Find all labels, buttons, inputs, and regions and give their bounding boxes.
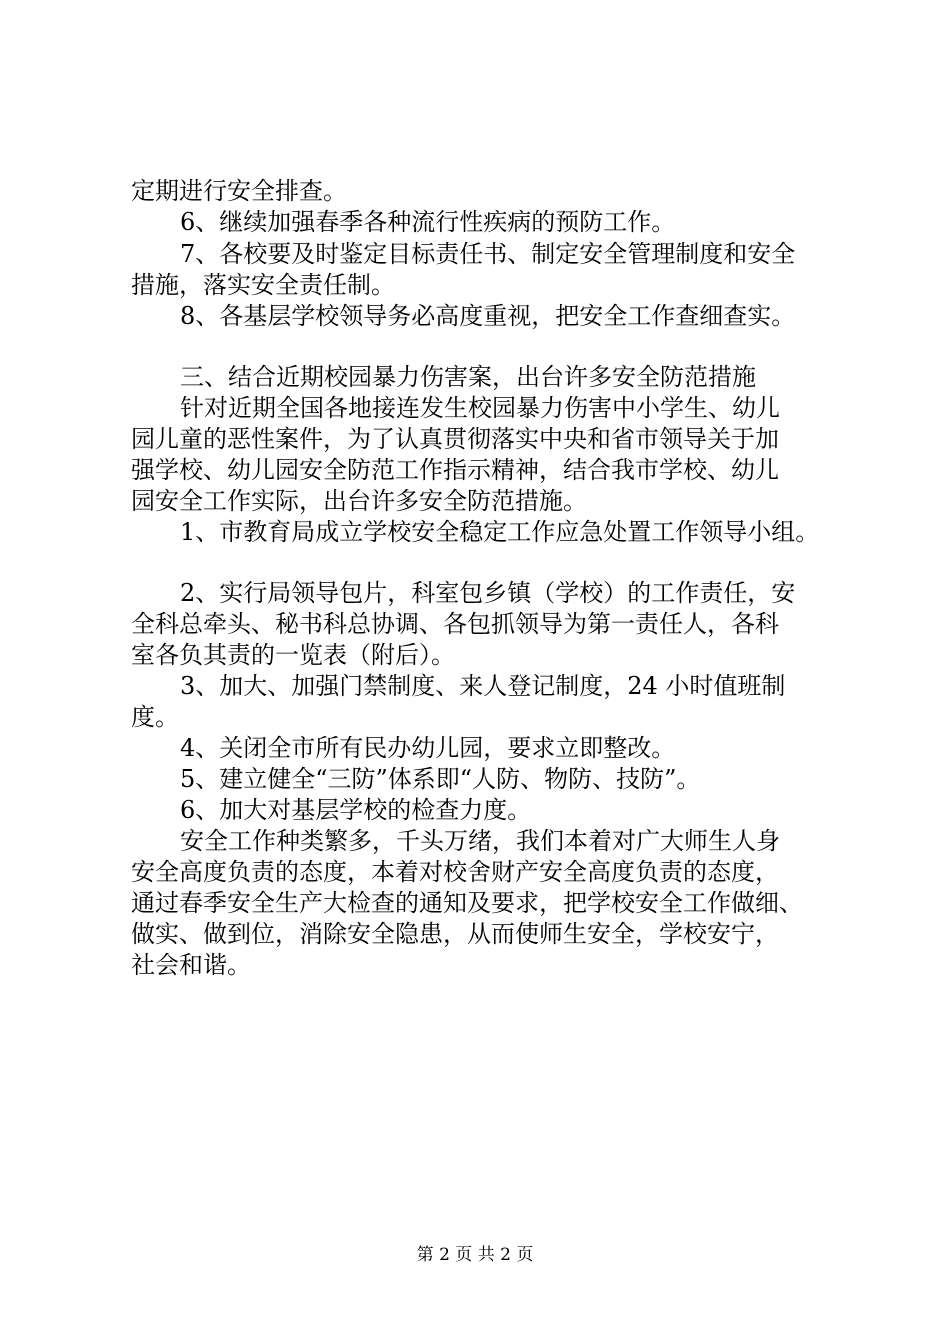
text-line-18: 5、建立健全“三防”体系即“人防、物防、技防”。 bbox=[180, 765, 701, 793]
text-line-1: 定期进行安全排查。 bbox=[131, 177, 347, 205]
section-heading: 三、结合近期校园暴力伤害案，出台许多安全防范措施 bbox=[180, 363, 756, 391]
text-line-19: 6、加大对基层学校的检查力度。 bbox=[180, 796, 532, 824]
text-line-21: 安全高度负责的态度，本着对校舍财产安全高度负责的态度， bbox=[131, 858, 779, 886]
text-line-11: 1、市教育局成立学校安全稳定工作应急处置工作领导小组。 bbox=[180, 518, 820, 546]
text-line-2: 6、继续加强春季各种流行性疾病的预防工作。 bbox=[180, 208, 676, 236]
text-line-20: 安全工作种类繁多，千头万绪，我们本着对广大师生人身 bbox=[180, 827, 780, 855]
text-line-5: 8、各基层学校领导务必高度重视，把安全工作查细查实。 bbox=[180, 302, 796, 330]
text-line-4: 措施，落实安全责任制。 bbox=[131, 271, 395, 299]
text-line-9: 强学校、幼儿园安全防范工作指示精神，结合我市学校、幼儿 bbox=[131, 456, 779, 484]
text-line-8: 园儿童的恶性案件，为了认真贯彻落实中央和省市领导关于加 bbox=[131, 425, 779, 453]
text-line-24: 社会和谐。 bbox=[131, 951, 251, 979]
text-line-14: 室各负其责的一览表（附后）。 bbox=[131, 641, 455, 669]
page-number-footer: 第 2 页 共 2 页 bbox=[416, 1245, 534, 1265]
text-line-22: 通过春季安全生产大检查的通知及要求，把学校安全工作做细、 bbox=[131, 889, 803, 917]
text-line-15: 3、加大、加强门禁制度、来人登记制度，24 小时值班制 bbox=[180, 672, 786, 700]
text-line-7: 针对近期全国各地接连发生校园暴力伤害中小学生、幼儿 bbox=[180, 394, 780, 422]
text-line-16: 度。 bbox=[131, 703, 179, 731]
text-line-23: 做实、做到位，消除安全隐患，从而使师生安全，学校安宁， bbox=[131, 920, 779, 948]
text-line-13: 全科总牵头、秘书科总协调、各包抓领导为第一责任人，各科 bbox=[131, 610, 779, 638]
text-line-10: 园安全工作实际，出台许多安全防范措施。 bbox=[131, 487, 587, 515]
text-line-17: 4、关闭全市所有民办幼儿园，要求立即整改。 bbox=[180, 734, 676, 762]
text-line-12: 2、实行局领导包片，科室包乡镇（学校）的工作责任，安 bbox=[180, 579, 796, 607]
text-line-3: 7、各校要及时鉴定目标责任书、制定安全管理制度和安全 bbox=[180, 240, 796, 268]
